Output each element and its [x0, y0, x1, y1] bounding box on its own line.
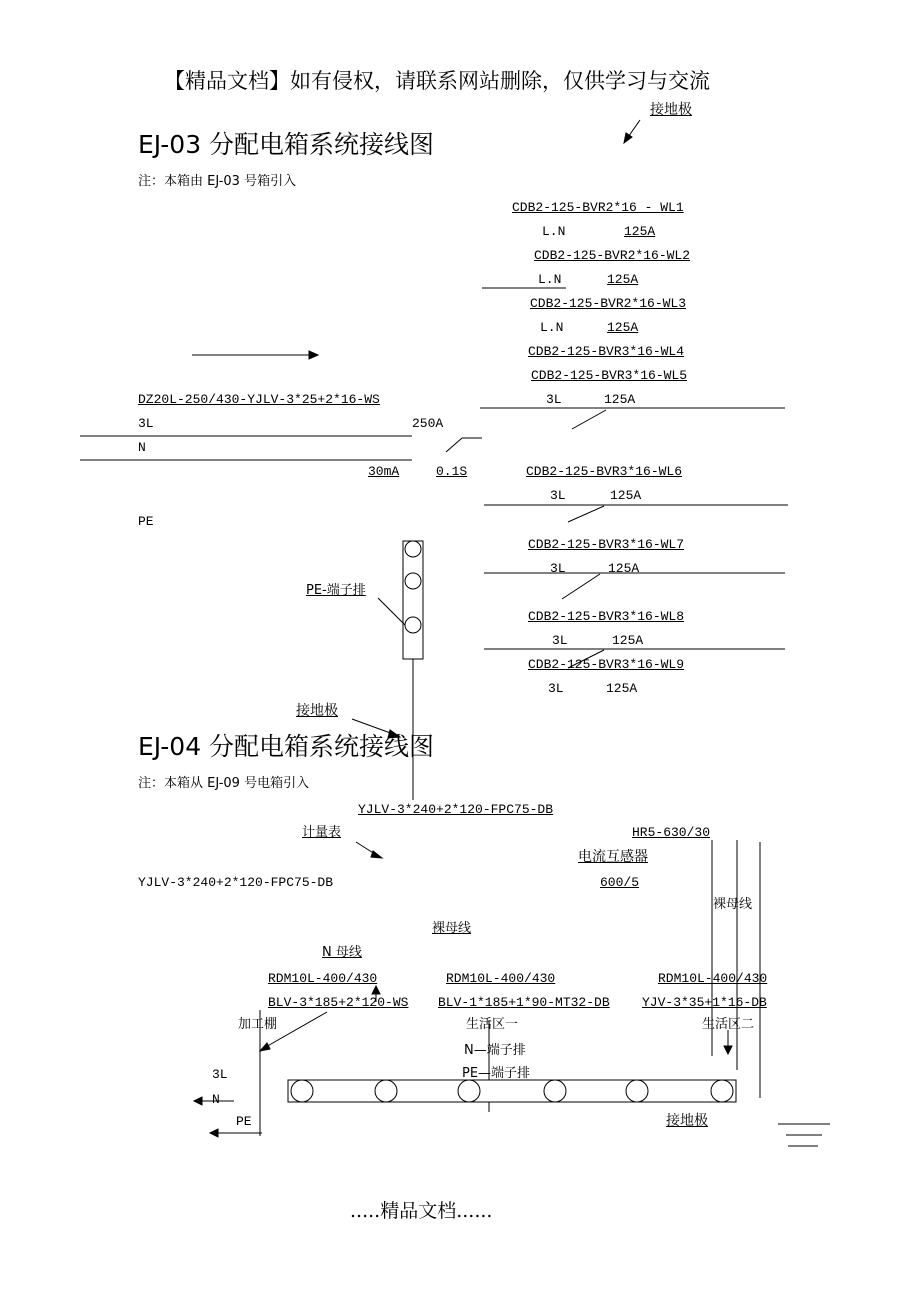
wl9-cable: CDB2-125-BVR3*16-WL9: [528, 657, 685, 672]
pe-terminal-strip: [403, 541, 423, 659]
feeder1-dest: 加工棚: [238, 1017, 278, 1032]
wl8-phase: 3L: [552, 633, 568, 648]
pe-label-leader: [378, 598, 405, 625]
meter-label: 计量表: [302, 825, 342, 840]
ej04-title: EJ-04 分配电箱系统接线图: [138, 732, 435, 761]
pe-label: PE: [138, 514, 154, 529]
arrowhead: [309, 351, 318, 359]
wl7-current: 125A: [608, 561, 640, 576]
pe-terminal-label: PE-端子排: [306, 583, 366, 598]
wl1-cable: CDB2-125-BVR2*16 - WL1: [512, 200, 684, 215]
wl6-current: 125A: [610, 488, 642, 503]
incoming-3l: 3L: [138, 416, 154, 431]
wl4-cable: CDB2-125-BVR3*16-WL4: [528, 344, 685, 359]
arrowhead: [194, 1097, 202, 1105]
main-switch-blade: [446, 438, 462, 452]
incoming-cable: DZ20L-250/430-YJLV-3*25+2*16-WS: [138, 392, 380, 407]
arrowhead: [371, 851, 382, 858]
arrowhead: [724, 1046, 732, 1054]
wl6-phase: 3L: [550, 488, 566, 503]
pe-terminal-label-2: PE—端子排: [462, 1066, 531, 1081]
wl1-current: 125A: [624, 224, 656, 239]
arrowhead: [210, 1129, 218, 1137]
wl8-cable: CDB2-125-BVR3*16-WL8: [528, 609, 685, 624]
out-n: N: [212, 1092, 220, 1107]
arrowhead: [260, 1043, 270, 1051]
bare-bus-label: 裸母线: [432, 921, 472, 936]
wl5-switch: [572, 410, 606, 429]
feeder2-dest: 生活区一: [466, 1017, 519, 1032]
wl6-cable: CDB2-125-BVR3*16-WL6: [526, 464, 683, 479]
wl5-cable: CDB2-125-BVR3*16-WL5: [531, 368, 688, 383]
wl5-phase: 3L: [546, 392, 562, 407]
wl2-current: 125A: [607, 272, 639, 287]
ej03-note: 注：本箱由 EJ-03 号箱引入: [138, 174, 297, 189]
feeder2-breaker: RDM10L-400/430: [446, 971, 556, 986]
arrowhead: [624, 133, 632, 143]
incoming-current: 250A: [412, 416, 444, 431]
ej04-cable-left: YJLV-3*240+2*120-FPC75-DB: [138, 875, 334, 890]
ct-ratio: 600/5: [600, 875, 640, 890]
ej03-title: EJ-03 分配电箱系统接线图: [138, 130, 435, 159]
bare-bus-right: 裸母线: [713, 897, 753, 912]
feeder3-breaker: RDM10L-400/430: [658, 971, 768, 986]
ground-electrode-2: 接地极: [666, 1113, 708, 1129]
wl7-phase: 3L: [550, 561, 566, 576]
feeder1-cable: BLV-3*185+2*120-WS: [268, 995, 409, 1010]
wl8-current: 125A: [612, 633, 644, 648]
out-pe: PE: [236, 1114, 252, 1129]
wl2-phase: L.N: [538, 272, 562, 287]
feeder2-cable: BLV-1*185+1*90-MT32-DB: [438, 995, 610, 1010]
ground-electrode-top: 接地极: [650, 102, 692, 118]
page-footer: .....精品文档......: [350, 1200, 493, 1222]
wl1-phase: L.N: [542, 224, 566, 239]
wl6-switch: [568, 506, 604, 522]
wl9-current: 125A: [606, 681, 638, 696]
feeder3-cable: YJV-3*35+1*16-DB: [642, 995, 767, 1010]
ground-electrode-label: 接地极: [296, 703, 338, 719]
feeder1-breaker: RDM10L-400/430: [268, 971, 378, 986]
n-bus-label: N 母线: [322, 945, 362, 960]
trip-time: 0.1S: [436, 464, 468, 479]
feeder3-dest: 生活区二: [702, 1017, 755, 1032]
wl3-phase: L.N: [540, 320, 564, 335]
wl9-phase: 3L: [548, 681, 564, 696]
wl7-cable: CDB2-125-BVR3*16-WL7: [528, 537, 685, 552]
breaker-label: HR5-630/30: [632, 825, 711, 840]
wl5-current: 125A: [604, 392, 636, 407]
ej04-note: 注：本箱从 EJ-09 号电箱引入: [138, 776, 310, 791]
out-3l: 3L: [212, 1067, 228, 1082]
ct-label: 电流互感器: [578, 849, 648, 865]
incoming-n: N: [138, 440, 146, 455]
wl3-cable: CDB2-125-BVR2*16-WL3: [530, 296, 687, 311]
n-terminal-label: N—端子排: [464, 1043, 526, 1058]
terminal-bar: [288, 1080, 736, 1102]
wl7-switch: [562, 574, 600, 599]
ej04-cable-top: YJLV-3*240+2*120-FPC75-DB: [358, 802, 554, 817]
wl3-current: 125A: [607, 320, 639, 335]
leakage-current: 30mA: [368, 464, 400, 479]
wl2-cable: CDB2-125-BVR2*16-WL2: [534, 248, 691, 263]
arrowhead: [372, 986, 380, 994]
page-header: 【精品文档】如有侵权，请联系网站删除，仅供学习与交流: [164, 69, 710, 93]
